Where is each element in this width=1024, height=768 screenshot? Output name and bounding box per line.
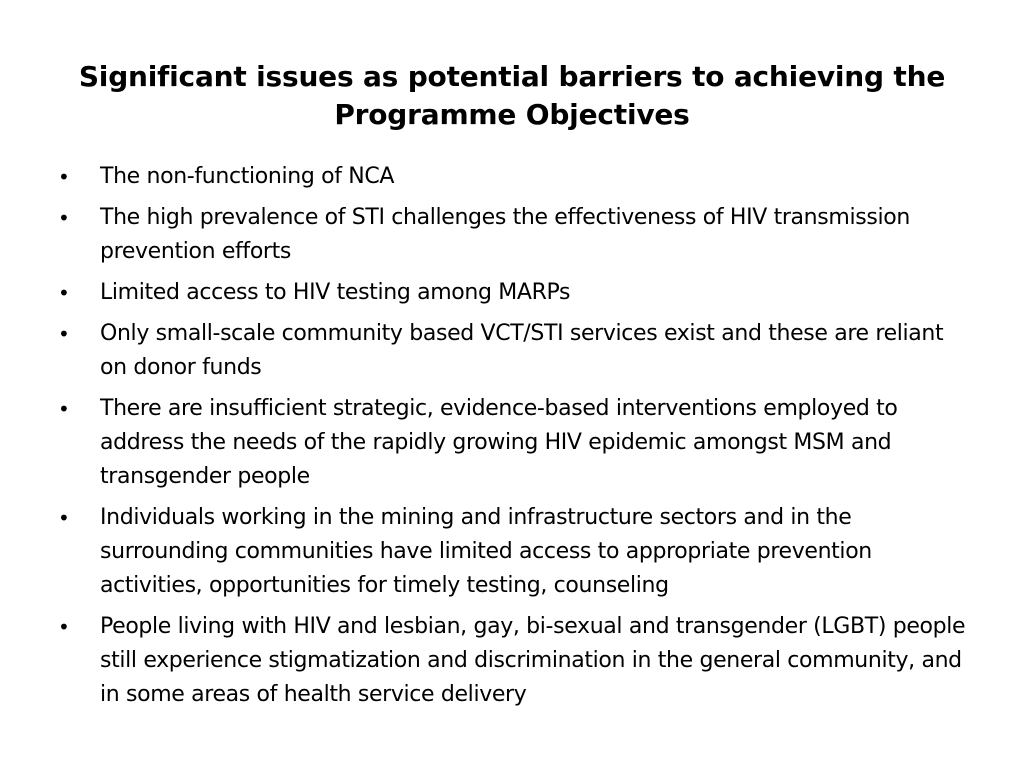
bullet-icon: •	[58, 322, 70, 346]
bullet-text: Limited access to HIV testing among MARPs	[100, 280, 571, 305]
bullet-item	[56, 501, 976, 603]
bullet-icon: •	[58, 397, 70, 421]
bullet-icon: •	[58, 206, 70, 230]
bullet-icon: •	[58, 506, 70, 530]
bullet-icon: •	[58, 281, 70, 305]
bullet-item	[56, 201, 976, 269]
slide-title: Significant issues as potential barriers to achieving the Programme Objectives	[78, 60, 946, 131]
bullet-text: The high prevalence of STI challenges the effectiveness of HIV transmission prevention efforts	[100, 205, 910, 264]
bullet-icon: •	[58, 615, 70, 639]
bullet-item	[56, 317, 976, 385]
bullet-text: There are insufficient strategic, evidence-based interventions employed to address the needs of the rapidly growing HIV epidemic amongst MSM and transgender people	[100, 396, 898, 489]
bullet-text: Individuals working in the mining and infrastructure sectors and in the surrounding communities have limited access to appropriate prevention activities, opportunities for timely testing, counseling	[100, 505, 872, 598]
bullet-icon: •	[58, 165, 70, 189]
bullet-text: People living with HIV and lesbian, gay, bi-sexual and transgender (LGBT) people still experience stigmatization and discrimination in the general community, and in some areas of health service delivery	[100, 614, 966, 707]
bullet-text: Only small-scale community based VCT/STI services exist and these are reliant on donor funds	[100, 321, 944, 380]
bullet-item	[56, 610, 976, 712]
bullet-item	[56, 392, 976, 494]
bullet-item	[56, 276, 976, 310]
bullet-text: The non-functioning of NCA	[100, 164, 395, 189]
bullet-item	[56, 160, 976, 194]
bullet-list	[56, 160, 976, 719]
